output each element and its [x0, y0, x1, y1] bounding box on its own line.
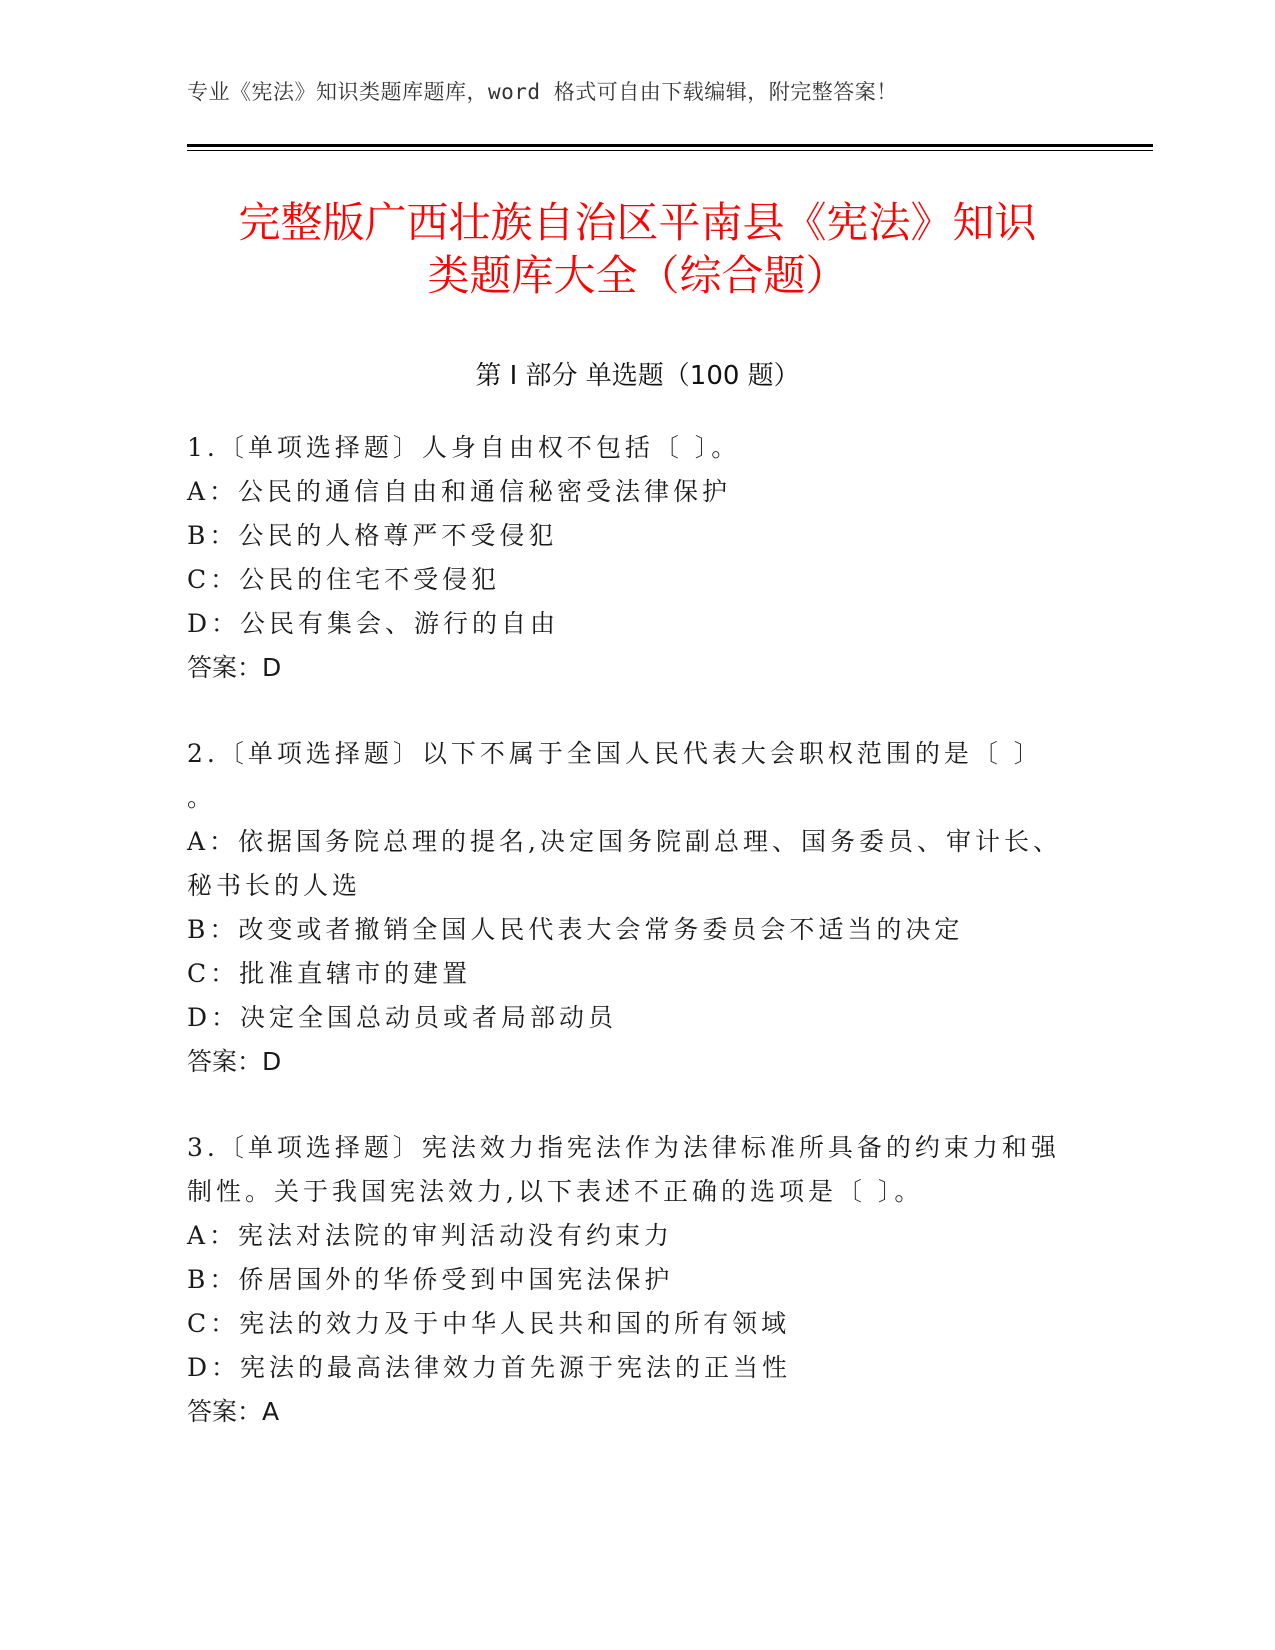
document-title-line-1: 完整版广西壮族自治区平南县《宪法》知识 [238, 198, 1037, 247]
header-rule-thin [187, 150, 1153, 151]
question-3-option-a: A：宪法对法院的审判活动没有约束力 [187, 1221, 674, 1250]
question-2-option-c: C：批准直辖市的建置 [187, 959, 472, 988]
question-1-option-c: C：公民的住宅不受侵犯 [187, 565, 501, 594]
question-2-stem-line-1: 2.〔单项选择题〕以下不属于全国人民代表大会职权范围的是〔 〕 [187, 739, 1043, 768]
header-note: 专业《宪法》知识类题库题库，word 格式可自由下载编辑，附完整答案！ [187, 80, 898, 104]
question-3-stem-line-1: 3.〔单项选择题〕宪法效力指宪法作为法律标准所具备的约束力和强 [187, 1133, 1060, 1162]
question-1-option-a: A：公民的通信自由和通信秘密受法律保护 [187, 477, 732, 506]
question-2-option-a-line-1: A：依据国务院总理的提名,决定国务院副总理、国务委员、审计长、 [187, 827, 1063, 856]
question-2-option-a-line-2: 秘书长的人选 [187, 871, 362, 900]
question-3-answer: 答案：A [187, 1397, 280, 1426]
question-3-option-c: C：宪法的效力及于中华人民共和国的所有领域 [187, 1309, 791, 1338]
document-title-line-2: 类题库大全（综合题） [427, 251, 848, 300]
question-1-stem: 1.〔单项选择题〕人身自由权不包括〔 〕。 [187, 433, 741, 462]
question-1-option-b: B：公民的人格尊严不受侵犯 [187, 521, 558, 550]
question-3-stem-line-2: 制性。关于我国宪法效力,以下表述不正确的选项是〔 〕。 [187, 1177, 924, 1206]
question-3-option-b: B：侨居国外的华侨受到中国宪法保护 [187, 1265, 674, 1294]
question-2-option-d: D：决定全国总动员或者局部动员 [187, 1003, 618, 1032]
document-title [150, 196, 1125, 302]
question-2-stem-line-2: 。 [187, 783, 217, 812]
question-2-option-b: B：改变或者撤销全国人民代表大会常务委员会不适当的决定 [187, 915, 964, 944]
question-3-option-d: D：宪法的最高法律效力首先源于宪法的正当性 [187, 1353, 792, 1382]
question-1-answer: 答案：D [187, 653, 282, 682]
question-1-option-d: D：公民有集会、游行的自由 [187, 609, 560, 638]
section-title: 第 I 部分 单选题（100 题） [475, 361, 800, 391]
header-rule-thick [187, 144, 1153, 147]
question-2-answer: 答案：D [187, 1047, 282, 1076]
